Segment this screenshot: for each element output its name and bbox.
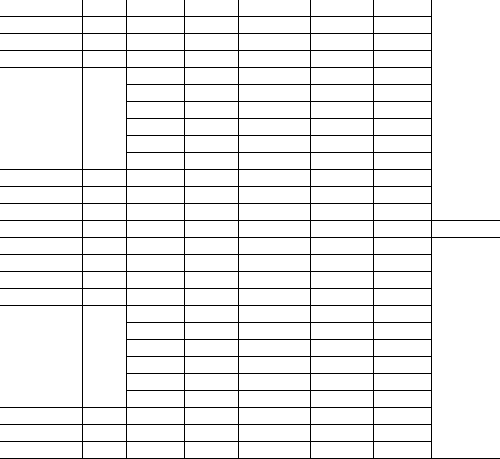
voltage-label bbox=[0, 407, 82, 424]
grid-line bbox=[0, 254, 126, 255]
voltage-value bbox=[82, 407, 126, 424]
grid-line bbox=[126, 271, 431, 272]
data-cell-thrust bbox=[310, 84, 373, 101]
data-cell-efficiency bbox=[373, 254, 431, 271]
grid-line bbox=[126, 203, 431, 204]
data-cell-efficiency bbox=[373, 101, 431, 118]
header-thrust bbox=[310, 220, 373, 237]
grid-line bbox=[126, 135, 431, 136]
data-cell-thrust bbox=[310, 237, 373, 254]
data-cell-power bbox=[238, 305, 310, 322]
data-cell-throttle bbox=[126, 152, 184, 169]
data-cell-thrust bbox=[310, 356, 373, 373]
data-cell-thrust bbox=[310, 0, 373, 16]
data-cell-thrust bbox=[310, 186, 373, 203]
grid-line bbox=[126, 169, 431, 170]
grid-line bbox=[126, 356, 431, 357]
voltage-value bbox=[82, 169, 126, 186]
data-cell-throttle bbox=[126, 16, 184, 33]
data-cell-thrust bbox=[310, 67, 373, 84]
data-cell-thrust bbox=[310, 101, 373, 118]
data-cell-thrust bbox=[310, 339, 373, 356]
data-cell-throttle bbox=[126, 254, 184, 271]
data-cell-current bbox=[184, 0, 238, 16]
data-cell-efficiency bbox=[373, 322, 431, 339]
data-cell-throttle bbox=[126, 0, 184, 16]
data-cell-efficiency bbox=[373, 305, 431, 322]
grid-line bbox=[126, 67, 431, 68]
grid-line bbox=[238, 0, 239, 458]
grid-line bbox=[310, 0, 311, 458]
kv-value-label bbox=[0, 288, 82, 305]
data-cell-power bbox=[238, 50, 310, 67]
data-cell-efficiency bbox=[373, 118, 431, 135]
motor-model-label bbox=[0, 16, 82, 33]
prop-model-label bbox=[0, 203, 82, 220]
grid-line bbox=[0, 288, 126, 289]
header-efficiency bbox=[373, 220, 431, 237]
data-cell-current bbox=[184, 254, 238, 271]
data-cell-power bbox=[238, 407, 310, 424]
data-cell-throttle bbox=[126, 271, 184, 288]
grid-line bbox=[126, 84, 431, 85]
grid-line bbox=[126, 373, 431, 374]
data-cell-throttle bbox=[126, 305, 184, 322]
data-cell-power bbox=[238, 356, 310, 373]
data-cell-throttle bbox=[126, 407, 184, 424]
data-cell-thrust bbox=[310, 390, 373, 407]
data-cell-current bbox=[184, 186, 238, 203]
grid-line bbox=[126, 424, 431, 425]
header-current bbox=[184, 220, 238, 237]
data-cell-power bbox=[238, 186, 310, 203]
prop-model-label bbox=[0, 441, 82, 458]
data-cell-thrust bbox=[310, 305, 373, 322]
data-cell-power bbox=[238, 152, 310, 169]
data-cell-throttle bbox=[126, 390, 184, 407]
data-cell-power bbox=[238, 254, 310, 271]
data-cell-power bbox=[238, 271, 310, 288]
grid-line bbox=[184, 0, 185, 458]
voltage-label bbox=[0, 169, 82, 186]
grid-line bbox=[0, 16, 126, 17]
data-cell-thrust bbox=[310, 441, 373, 458]
header-power bbox=[238, 220, 310, 237]
motor-model-label bbox=[0, 254, 82, 271]
data-cell-current bbox=[184, 84, 238, 101]
data-cell-efficiency bbox=[373, 50, 431, 67]
data-cell-efficiency bbox=[373, 288, 431, 305]
data-cell-power bbox=[238, 67, 310, 84]
data-cell-thrust bbox=[310, 254, 373, 271]
data-cell-current bbox=[184, 356, 238, 373]
data-cell-power bbox=[238, 118, 310, 135]
data-cell-efficiency bbox=[373, 152, 431, 169]
data-cell-throttle bbox=[126, 84, 184, 101]
data-cell-current bbox=[184, 390, 238, 407]
data-cell-throttle bbox=[126, 67, 184, 84]
grid-line bbox=[126, 33, 431, 34]
data-cell-power bbox=[238, 288, 310, 305]
data-cell-throttle bbox=[126, 186, 184, 203]
data-cell-throttle bbox=[126, 118, 184, 135]
data-cell-thrust bbox=[310, 424, 373, 441]
prop-brand-value bbox=[82, 186, 126, 203]
data-cell-thrust bbox=[310, 288, 373, 305]
data-cell-efficiency bbox=[373, 16, 431, 33]
data-cell-current bbox=[184, 67, 238, 84]
grid-line bbox=[373, 0, 374, 458]
data-cell-throttle bbox=[126, 101, 184, 118]
data-cell-efficiency bbox=[373, 203, 431, 220]
grid-line bbox=[126, 322, 431, 323]
data-cell-thrust bbox=[310, 33, 373, 50]
data-cell-efficiency bbox=[373, 84, 431, 101]
data-cell-current bbox=[184, 203, 238, 220]
data-cell-throttle bbox=[126, 288, 184, 305]
data-cell-throttle bbox=[126, 135, 184, 152]
data-cell-current bbox=[184, 271, 238, 288]
data-cell-efficiency bbox=[373, 169, 431, 186]
grid-line bbox=[0, 424, 126, 425]
data-cell-current bbox=[184, 169, 238, 186]
grid-line bbox=[0, 186, 126, 187]
data-cell-current bbox=[184, 50, 238, 67]
data-cell-current bbox=[184, 407, 238, 424]
data-cell-power bbox=[238, 339, 310, 356]
grid-line bbox=[126, 152, 431, 153]
data-cell-current bbox=[184, 288, 238, 305]
data-cell-efficiency bbox=[373, 424, 431, 441]
data-cell-power bbox=[238, 237, 310, 254]
prop-brand-value bbox=[82, 424, 126, 441]
data-cell-efficiency bbox=[373, 67, 431, 84]
data-cell-thrust bbox=[310, 322, 373, 339]
grid-line bbox=[82, 0, 83, 458]
data-cell-current bbox=[184, 16, 238, 33]
grid-line bbox=[126, 390, 431, 391]
data-cell-power bbox=[238, 135, 310, 152]
data-cell-efficiency bbox=[373, 356, 431, 373]
data-cell-efficiency bbox=[373, 186, 431, 203]
kv-value-value bbox=[82, 288, 126, 305]
data-cell-current bbox=[184, 322, 238, 339]
grid-line bbox=[126, 101, 431, 102]
data-cell-current bbox=[184, 237, 238, 254]
grid-line bbox=[126, 0, 127, 458]
data-cell-efficiency bbox=[373, 339, 431, 356]
data-cell-current bbox=[184, 152, 238, 169]
data-cell-thrust bbox=[310, 203, 373, 220]
grid-line bbox=[126, 16, 431, 17]
data-cell-power bbox=[238, 424, 310, 441]
data-cell-efficiency bbox=[373, 135, 431, 152]
header-spec bbox=[0, 220, 126, 237]
header-bottom-line bbox=[0, 237, 500, 238]
grid-line bbox=[431, 0, 432, 458]
grid-line bbox=[0, 407, 126, 408]
data-cell-throttle bbox=[126, 33, 184, 50]
grid-line bbox=[0, 203, 126, 204]
grid-line bbox=[0, 271, 126, 272]
data-cell-efficiency bbox=[373, 390, 431, 407]
data-cell-current bbox=[184, 101, 238, 118]
grid-line bbox=[0, 33, 126, 34]
header-top-line bbox=[0, 220, 500, 221]
grid-line bbox=[126, 339, 431, 340]
data-cell-efficiency bbox=[373, 441, 431, 458]
data-cell-thrust bbox=[310, 50, 373, 67]
grid-line bbox=[126, 288, 431, 289]
data-cell-efficiency bbox=[373, 407, 431, 424]
data-cell-throttle bbox=[126, 356, 184, 373]
data-cell-power bbox=[238, 169, 310, 186]
data-cell-throttle bbox=[126, 50, 184, 67]
data-cell-efficiency bbox=[373, 271, 431, 288]
data-cell-throttle bbox=[126, 441, 184, 458]
data-cell-power bbox=[238, 16, 310, 33]
grid-line bbox=[0, 67, 126, 68]
grid-line bbox=[0, 305, 126, 306]
data-cell-thrust bbox=[310, 271, 373, 288]
grid-line bbox=[126, 186, 431, 187]
grid-line bbox=[126, 407, 431, 408]
grid-line bbox=[0, 441, 126, 442]
data-cell-power bbox=[238, 0, 310, 16]
data-cell-power bbox=[238, 203, 310, 220]
data-cell-thrust bbox=[310, 118, 373, 135]
data-cell-throttle bbox=[126, 339, 184, 356]
data-cell-current bbox=[184, 424, 238, 441]
header-env bbox=[431, 220, 500, 237]
prop-model-value bbox=[82, 441, 126, 458]
data-cell-current bbox=[184, 135, 238, 152]
data-cell-current bbox=[184, 373, 238, 390]
grid-line bbox=[126, 118, 431, 119]
data-cell-throttle bbox=[126, 237, 184, 254]
data-cell-power bbox=[238, 84, 310, 101]
data-cell-throttle bbox=[126, 322, 184, 339]
motor-model-value bbox=[82, 16, 126, 33]
data-cell-power bbox=[238, 441, 310, 458]
data-cell-thrust bbox=[310, 373, 373, 390]
grid-line bbox=[126, 254, 431, 255]
grid-line bbox=[0, 50, 126, 51]
grid-line bbox=[126, 305, 431, 306]
data-cell-power bbox=[238, 101, 310, 118]
data-cell-throttle bbox=[126, 424, 184, 441]
data-cell-power bbox=[238, 390, 310, 407]
grid-line bbox=[126, 50, 431, 51]
data-cell-current bbox=[184, 33, 238, 50]
prop-brand-label bbox=[0, 186, 82, 203]
data-cell-efficiency bbox=[373, 33, 431, 50]
kv-value-value bbox=[82, 50, 126, 67]
data-cell-power bbox=[238, 33, 310, 50]
data-cell-thrust bbox=[310, 407, 373, 424]
prop-brand-label bbox=[0, 424, 82, 441]
data-cell-efficiency bbox=[373, 373, 431, 390]
grid-line bbox=[0, 169, 126, 170]
kv-value-label bbox=[0, 50, 82, 67]
data-cell-throttle bbox=[126, 169, 184, 186]
data-cell-efficiency bbox=[373, 237, 431, 254]
data-cell-thrust bbox=[310, 152, 373, 169]
data-cell-throttle bbox=[126, 203, 184, 220]
grid-line bbox=[126, 441, 431, 442]
data-cell-current bbox=[184, 118, 238, 135]
motor-model-value bbox=[82, 254, 126, 271]
data-cell-efficiency bbox=[373, 0, 431, 16]
data-cell-power bbox=[238, 373, 310, 390]
data-cell-thrust bbox=[310, 135, 373, 152]
data-cell-thrust bbox=[310, 16, 373, 33]
header-throttle bbox=[126, 220, 184, 237]
data-cell-current bbox=[184, 339, 238, 356]
data-cell-power bbox=[238, 322, 310, 339]
data-cell-thrust bbox=[310, 169, 373, 186]
data-cell-throttle bbox=[126, 373, 184, 390]
data-cell-current bbox=[184, 441, 238, 458]
prop-model-value bbox=[82, 203, 126, 220]
data-cell-current bbox=[184, 305, 238, 322]
